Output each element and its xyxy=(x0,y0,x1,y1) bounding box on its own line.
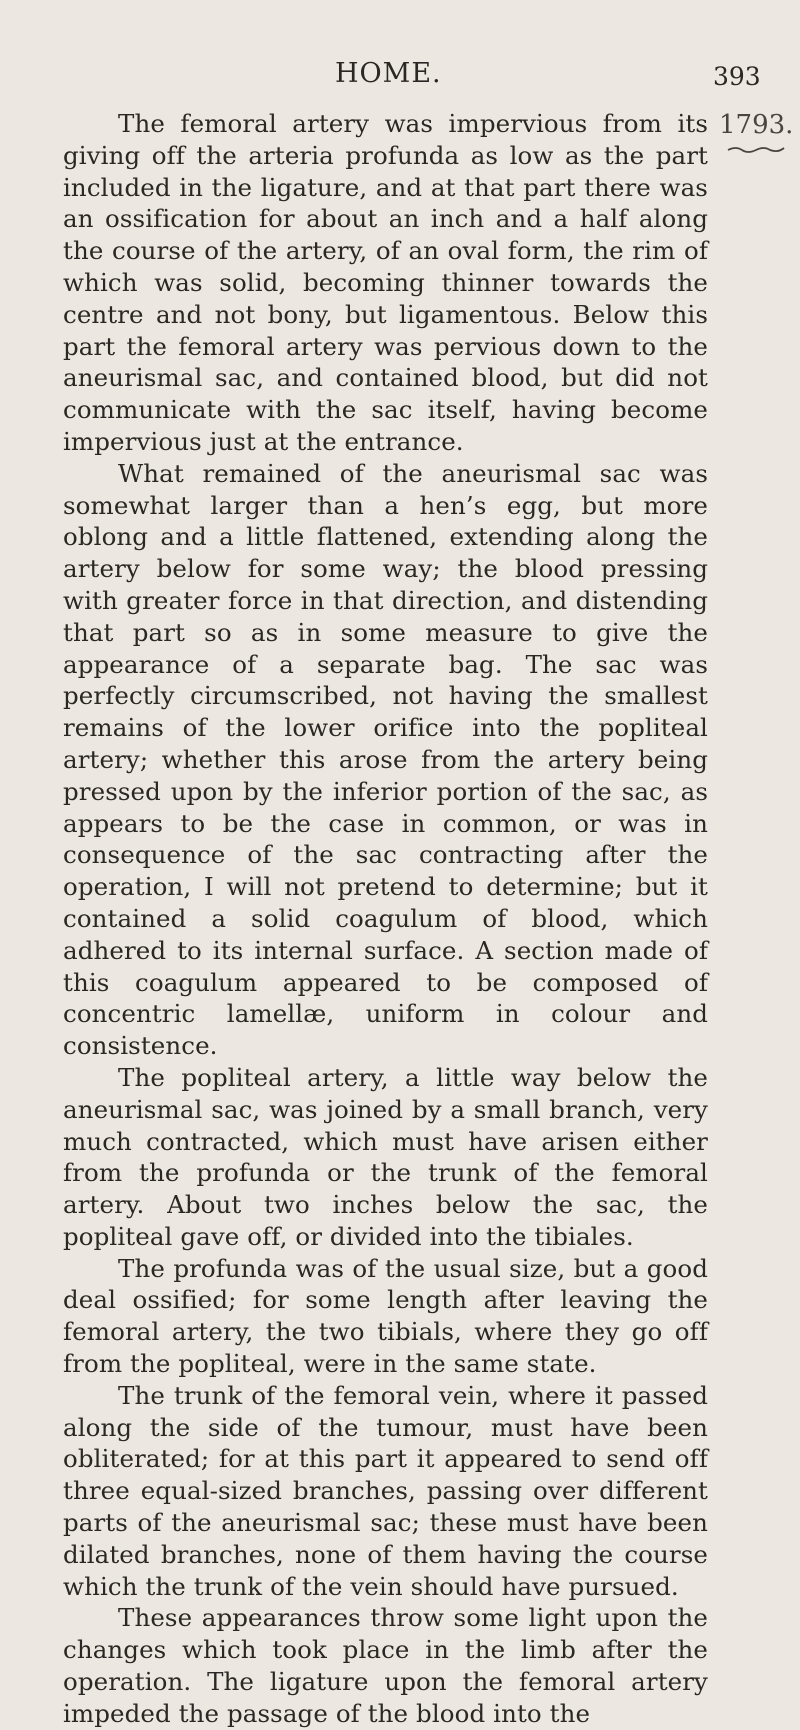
page-number: 393 xyxy=(713,62,761,91)
body-text xyxy=(63,108,708,1730)
page-header xyxy=(0,58,800,98)
paragraph: The trunk of the femoral vein, where it passed along the side of the tumour, must have been obliterated; for at this part it appeared to send off three equal-sized branches, passing over different parts of the aneurismal sac; these must have been dilated branches, none of them having the course which the trunk of the vein should have pursued. xyxy=(63,1380,708,1601)
paragraph: The femoral artery was impervious from its giving off the arteria profunda as low as the part included in the ligature, and at that part there was an ossification for about an inch and a half along the course of the artery, of an oval form, the rim of which was solid, becoming thinner towards the centre and not bony, but ligamentous. Below this part the femoral artery was pervious down to the aneurismal sac, and contained blood, but did not communicate with the sac itself, having become impervious just at the entrance. xyxy=(63,109,708,456)
margin-year: 1793. xyxy=(719,110,794,140)
margin-flourish-icon xyxy=(726,144,786,156)
running-head: HOME. xyxy=(335,58,442,89)
paragraph: These appearances throw some light upon the changes which took place in the limb after the operation. The ligature upon the femoral artery impeded the passage of the blood into the xyxy=(63,1603,708,1728)
paragraph: The profunda was of the usual size, but a good deal ossified; for some length after leaving the femoral artery, the two tibials, where they go off from the popliteal, were in the same state. xyxy=(63,1253,708,1379)
paragraph: The popliteal artery, a little way below the aneurismal sac, was joined by a small branch, very much contracted, which must have arisen either from the profunda or the trunk of the femoral artery. About two inches below the sac, the popliteal gave off, or divided into the tibiales. xyxy=(63,1062,708,1251)
paragraph: What remained of the aneurismal sac was somewhat larger than a hen’s egg, but more oblong and a little flattened, extending along the artery below for some way; the blood pressing with greater force in that direction, and distending that part so as in some measure to give the appearance of a separate bag. The sac was perfectly circumscribed, not having the smallest remains of the lower orifice into the popliteal artery; whether this arose from the artery being pressed upon by the inferior portion of the sac, as appears to be the case in common, or was in consequence of the sac contracting after the operation, I will not pretend to determine; but it contained a solid coagulum of blood, which adhered to its internal surface. A section made of this coagulum appeared to be composed of concentric lamellæ, uniform in colour and consistence. xyxy=(63,458,708,1061)
